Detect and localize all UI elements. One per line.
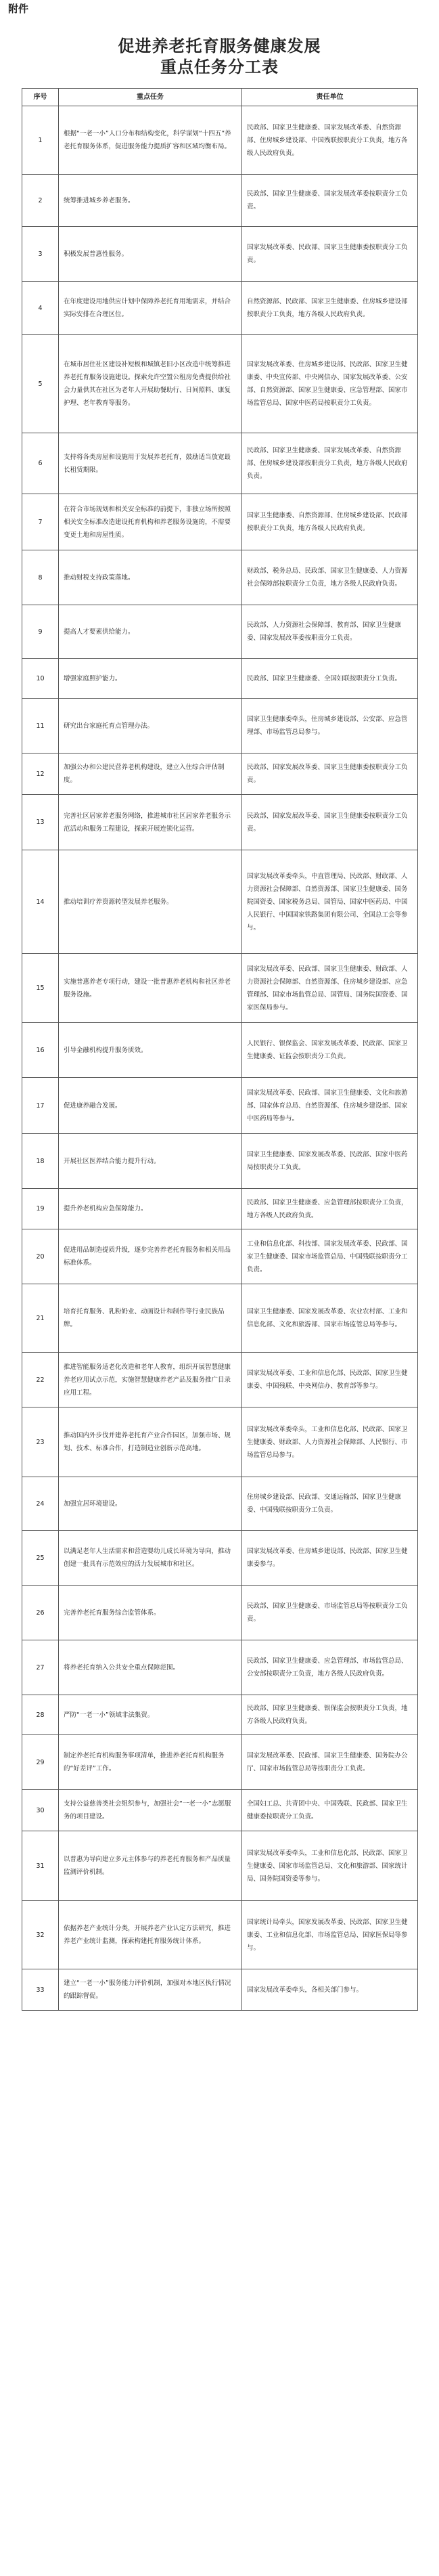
row-number: 28 bbox=[22, 1695, 59, 1735]
row-number: 27 bbox=[22, 1640, 59, 1695]
row-units: 国家卫生健康委、国家发展改革委、民政部、国家中医药局按职责分工负责。 bbox=[242, 1134, 418, 1189]
row-task: 积极发展普惠性服务。 bbox=[59, 227, 242, 282]
row-task: 将养老托育纳入公共安全重点保障范围。 bbox=[59, 1640, 242, 1695]
row-units: 民政部、国家发展改革委、国家卫生健康委按职责分工负责。 bbox=[242, 754, 418, 795]
table-row bbox=[22, 1640, 418, 1695]
table-row bbox=[22, 282, 418, 335]
row-task: 支持将各类房屋和设施用于发展养老托育，鼓励适当放宽最长租赁期限。 bbox=[59, 433, 242, 494]
row-task: 实施普惠养老专项行动，建设一批普惠养老机构和社区养老服务设施。 bbox=[59, 954, 242, 1023]
table-row bbox=[22, 1353, 418, 1407]
row-units: 民政部、国家卫生健康委、全国妇联按职责分工负责。 bbox=[242, 659, 418, 699]
row-units: 人民银行、银保监会、国家发展改革委、民政部、国家卫生健康委、证监会按职责分工负责。 bbox=[242, 1023, 418, 1078]
row-number: 8 bbox=[22, 550, 59, 605]
row-number: 16 bbox=[22, 1023, 59, 1078]
row-number: 29 bbox=[22, 1735, 59, 1790]
row-number: 24 bbox=[22, 1477, 59, 1531]
row-task: 引导金融机构提升服务质效。 bbox=[59, 1023, 242, 1078]
table-row bbox=[22, 1831, 418, 1901]
row-task: 以满足老年人生活需求和营造婴幼儿成长环境为导向，推动创建一批具有示范效应的活力发展城市和社区。 bbox=[59, 1531, 242, 1586]
table-row bbox=[22, 699, 418, 754]
row-units: 民政部、人力资源社会保障部、教育部、国家卫生健康委、国家发展改革委按职责分工负责。 bbox=[242, 605, 418, 659]
table-row bbox=[22, 1134, 418, 1189]
row-task: 加强公办和公建民营养老机构建设，建立入住综合评估制度。 bbox=[59, 754, 242, 795]
table-row bbox=[22, 1189, 418, 1229]
table-row bbox=[22, 1078, 418, 1134]
table-row bbox=[22, 1586, 418, 1640]
row-units: 国家发展改革委、住房城乡建设部、民政部、国家卫生健康委、中央宣传部、中央网信办、国家发展改革委、公安部、自然资源部、国家卫生健康委、应急管理部、国家市场监管总局、国家中医药局按职责分工负责。 bbox=[242, 335, 418, 433]
row-number: 12 bbox=[22, 754, 59, 795]
table-row bbox=[22, 1695, 418, 1735]
row-number: 13 bbox=[22, 795, 59, 850]
row-task: 推动财税支持政策落地。 bbox=[59, 550, 242, 605]
row-units: 国家发展改革委牵头，工业和信息化部、民政部、国家卫生健康委、财政部、人力资源社会保障部、人民银行、市场监管总局参与。 bbox=[242, 1407, 418, 1477]
row-task: 以普惠为导向建立多元主体参与的养老托育服务和产品质量监测评价机制。 bbox=[59, 1831, 242, 1901]
table-row bbox=[22, 106, 418, 175]
row-number: 33 bbox=[22, 1969, 59, 2011]
table-row bbox=[22, 1477, 418, 1531]
row-units: 国家卫生健康委牵头，住房城乡建设部、公安部、应急管理部、市场监管总局参与。 bbox=[242, 699, 418, 754]
row-task: 促进康养融合发展。 bbox=[59, 1078, 242, 1134]
row-task: 完善社区居家养老服务网络，推进城市社区居家养老服务示范活动和服务工程建设，探索开展连锁化运营。 bbox=[59, 795, 242, 850]
table-row bbox=[22, 1023, 418, 1078]
row-task: 提高人才要素供给能力。 bbox=[59, 605, 242, 659]
row-units: 国家卫生健康委、自然资源部、住房城乡建设部、民政部按职责分工负责，地方各级人民政府负责。 bbox=[242, 494, 418, 550]
table-row bbox=[22, 1969, 418, 2011]
row-task: 促进用品制造提质升级，逐步完善养老托育服务和相关用品标准体系。 bbox=[59, 1229, 242, 1284]
row-number: 4 bbox=[22, 282, 59, 335]
document-subtitle: 重点任务分工表 bbox=[160, 57, 279, 77]
row-number: 19 bbox=[22, 1189, 59, 1229]
table-row bbox=[22, 1531, 418, 1586]
row-task: 在符合市场规划和相关安全标准的前提下，非独立场所按照相关安全标准改造建设托育机构和养老服务设施的，不需要变更土地和房屋性质。 bbox=[59, 494, 242, 550]
table-row bbox=[22, 754, 418, 795]
row-task: 加强宜居环境建设。 bbox=[59, 1477, 242, 1531]
document-title: 促进养老托育服务健康发展 bbox=[118, 36, 321, 56]
table-row bbox=[22, 433, 418, 494]
row-task: 依据养老产业统计分类，开展养老产业认定方法研究，推进养老产业统计监测，探索构建托育服务统计体系。 bbox=[59, 1901, 242, 1969]
row-units: 国家卫生健康委、国家发展改革委、农业农村部、工业和信息化部、文化和旅游部、国家市场监管总局等参与。 bbox=[242, 1284, 418, 1353]
row-task: 制定养老托育机构服务事项清单，推进养老托育机构服务的“好差评”工作。 bbox=[59, 1735, 242, 1790]
table-header-row bbox=[22, 89, 418, 106]
table-row bbox=[22, 227, 418, 282]
row-units: 国家发展改革委、住房城乡建设部、民政部、国家卫生健康委参与。 bbox=[242, 1531, 418, 1586]
row-task: 在城市居住社区建设补短板和城镇老旧小区改造中统筹推进养老托育服务设施建设。探索允许空置公租房免费提供给社会力量供其在社区为老年人开展助餐助行、日间照料、康复护理、老年教育等服务。 bbox=[59, 335, 242, 433]
row-task: 严防“一老一小”领域非法集资。 bbox=[59, 1695, 242, 1735]
row-task: 统筹推进城乡养老服务。 bbox=[59, 175, 242, 227]
table-row bbox=[22, 1901, 418, 1969]
table-row bbox=[22, 1407, 418, 1477]
row-number: 18 bbox=[22, 1134, 59, 1189]
row-number: 22 bbox=[22, 1353, 59, 1407]
table-row bbox=[22, 659, 418, 699]
table-row bbox=[22, 1284, 418, 1353]
row-number: 14 bbox=[22, 850, 59, 954]
table-row bbox=[22, 605, 418, 659]
row-units: 国家统计局牵头，国家发展改革委、民政部、国家卫生健康委、工业和信息化部、市场监管总局、国家医保局等参与。 bbox=[242, 1901, 418, 1969]
task-allocation-table bbox=[22, 88, 418, 2011]
row-number: 17 bbox=[22, 1078, 59, 1134]
row-number: 6 bbox=[22, 433, 59, 494]
row-task: 开展社区医养结合能力提升行动。 bbox=[59, 1134, 242, 1189]
row-task: 支持公益慈善类社会组织参与，加强社会“一老一小”志愿服务的项目建设。 bbox=[59, 1790, 242, 1831]
row-task: 推动培训疗养资源转型发展养老服务。 bbox=[59, 850, 242, 954]
row-units: 国家发展改革委牵头，各相关部门参与。 bbox=[242, 1969, 418, 2011]
row-number: 31 bbox=[22, 1831, 59, 1901]
row-units: 民政部、国家卫生健康委、国家发展改革委、自然资源部、住房城乡建设部按职责分工负责，地方各级人民政府负责。 bbox=[242, 433, 418, 494]
row-units: 国家发展改革委牵头，工业和信息化部、民政部、国家卫生健康委、国家市场监管总局、文化和旅游部、国家统计局、国务院国资委等参与。 bbox=[242, 1831, 418, 1901]
row-number: 5 bbox=[22, 335, 59, 433]
row-number: 7 bbox=[22, 494, 59, 550]
table-row bbox=[22, 550, 418, 605]
row-task: 根据“一老一小”人口分布和结构变化，科学谋划“十四五”养老托育服务体系，促进服务能力提质扩容和区域均衡布局。 bbox=[59, 106, 242, 175]
row-units: 国家发展改革委、工业和信息化部、民政部、国家卫生健康委、中国残联、中央网信办、教育部等参与。 bbox=[242, 1353, 418, 1407]
row-units: 民政部、国家卫生健康委、市场监管总局等按职责分工负责。 bbox=[242, 1586, 418, 1640]
header-number: 序号 bbox=[22, 89, 59, 106]
table-row bbox=[22, 494, 418, 550]
row-units: 民政部、国家卫生健康委、应急管理部、市场监管总局、公安部按职责分工负责，地方各级人民政府负责。 bbox=[242, 1640, 418, 1695]
header-responsible-units: 责任单位 bbox=[242, 89, 418, 106]
row-number: 1 bbox=[22, 106, 59, 175]
table-row bbox=[22, 1735, 418, 1790]
row-task: 增强家庭照护能力。 bbox=[59, 659, 242, 699]
header-task: 重点任务 bbox=[59, 89, 242, 106]
row-units: 民政部、国家卫生健康委、银保监会按职责分工负责，地方各级人民政府负责。 bbox=[242, 1695, 418, 1735]
row-number: 3 bbox=[22, 227, 59, 282]
table-row bbox=[22, 1229, 418, 1284]
table-row bbox=[22, 795, 418, 850]
row-units: 国家发展改革委牵头，中直管理局、民政部、财政部、人力资源社会保障部、自然资源部、国家卫生健康委、国务院国资委、国家税务总局、国管局、国家中医药局、中国人民银行、中国国家铁路集团有限公司、全国总工会等参与。 bbox=[242, 850, 418, 954]
row-number: 15 bbox=[22, 954, 59, 1023]
row-number: 10 bbox=[22, 659, 59, 699]
row-units: 国家发展改革委、民政部、国家卫生健康委、文化和旅游部、国家体育总局、自然资源部、住房城乡建设部、国家中医药局等参与。 bbox=[242, 1078, 418, 1134]
table-row bbox=[22, 1790, 418, 1831]
row-task: 建立“一老一小”服务能力评价机制，加强对本地区执行情况的跟踪督促。 bbox=[59, 1969, 242, 2011]
row-number: 26 bbox=[22, 1586, 59, 1640]
row-task: 推动国内外步伐并建养老托育产业合作园区，加强市场、规划、技术、标准合作，打造制造业创新示范高地。 bbox=[59, 1407, 242, 1477]
row-units: 民政部、国家发展改革委、国家卫生健康委按职责分工负责。 bbox=[242, 795, 418, 850]
row-units: 民政部、国家卫生健康委、应急管理部按职责分工负责，地方各级人民政府负责。 bbox=[242, 1189, 418, 1229]
row-number: 21 bbox=[22, 1284, 59, 1353]
row-task: 推进智能服务适老化改造和老年人教育，组织开展智慧健康养老应用试点示范，实施智慧健康养老产品及服务推广目录应用工程。 bbox=[59, 1353, 242, 1407]
row-task: 完善养老托育服务综合监管体系。 bbox=[59, 1586, 242, 1640]
row-units: 民政部、国家卫生健康委、国家发展改革委、自然资源部、住房城乡建设部、中国残联按职责分工负责，地方各级人民政府负责。 bbox=[242, 106, 418, 175]
row-units: 工业和信息化部、科技部、国家发展改革委、民政部、国家卫生健康委、国家市场监管总局、中国残联按职责分工负责。 bbox=[242, 1229, 418, 1284]
row-task: 提升养老机构应急保障能力。 bbox=[59, 1189, 242, 1229]
row-number: 23 bbox=[22, 1407, 59, 1477]
annex-label: 附件 bbox=[8, 3, 29, 15]
row-number: 20 bbox=[22, 1229, 59, 1284]
row-number: 9 bbox=[22, 605, 59, 659]
row-number: 32 bbox=[22, 1901, 59, 1969]
row-units: 民政部、国家卫生健康委、国家发展改革委按职责分工负责。 bbox=[242, 175, 418, 227]
table-row bbox=[22, 335, 418, 433]
row-units: 国家发展改革委、民政部、国家卫生健康委、财政部、人力资源社会保障部、自然资源部、住房城乡建设部、应急管理部、国家市场监管总局、国管局、国务院国资委、国家医保局参与。 bbox=[242, 954, 418, 1023]
row-units: 国家发展改革委、民政部、国家卫生健康委按职责分工负责。 bbox=[242, 227, 418, 282]
table-row bbox=[22, 175, 418, 227]
row-number: 30 bbox=[22, 1790, 59, 1831]
row-units: 全国妇工总、共青团中央、中国残联、民政部、国家卫生健康委按职责分工负责。 bbox=[242, 1790, 418, 1831]
table-row bbox=[22, 850, 418, 954]
row-number: 2 bbox=[22, 175, 59, 227]
row-units: 财政部、税务总局、民政部、国家卫生健康委、人力资源社会保障部按职责分工负责，地方各级人民政府负责。 bbox=[242, 550, 418, 605]
table-row bbox=[22, 954, 418, 1023]
row-number: 25 bbox=[22, 1531, 59, 1586]
row-units: 住房城乡建设部、民政部、交通运输部、国家卫生健康委、中国残联按职责分工负责。 bbox=[242, 1477, 418, 1531]
row-task: 培育托育服务、乳粉奶业、动画设计和制作等行业民族品牌。 bbox=[59, 1284, 242, 1353]
row-task: 研究出台家庭托育点管理办法。 bbox=[59, 699, 242, 754]
row-number: 11 bbox=[22, 699, 59, 754]
row-task: 在年度建设用地供应计划中保障养老托育用地需求，并结合实际安排在合理区位。 bbox=[59, 282, 242, 335]
row-units: 国家发展改革委、民政部、国家卫生健康委、国务院办公厅、国家市场监管总局等按职责分工负责。 bbox=[242, 1735, 418, 1790]
row-units: 自然资源部、民政部、国家卫生健康委、住房城乡建设部按职责分工负责，地方各级人民政府负责。 bbox=[242, 282, 418, 335]
